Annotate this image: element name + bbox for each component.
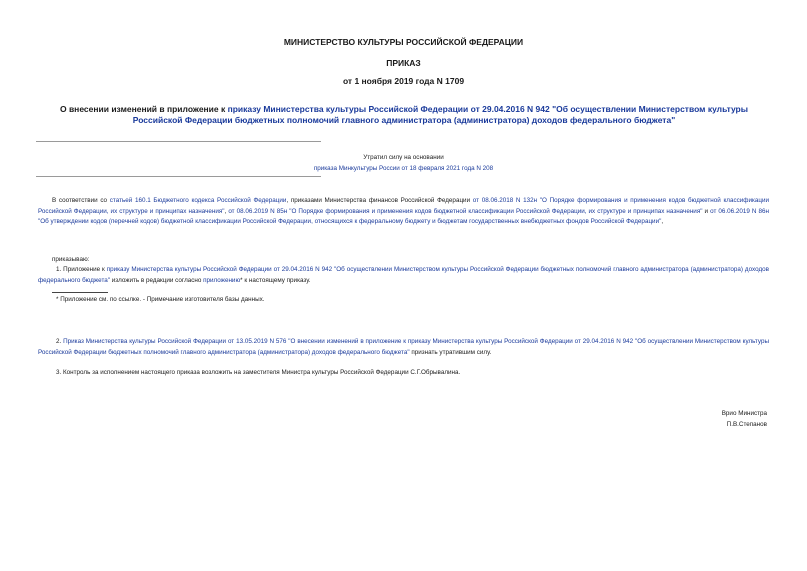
- signature-name: П.В.Степанов: [726, 420, 767, 428]
- footnote: * Приложение см. по ссылке. - Примечание изготовителя базы данных.: [56, 296, 265, 303]
- preamble-text-5: ,: [661, 218, 664, 225]
- footnote-rule: [52, 292, 108, 293]
- link-order-132n[interactable]: от 08.06.2018 N 132н "О Порядке формирования и применения кодов бюджетной классификации Российской Федерации, их структуре и принципах назначения": [38, 197, 770, 215]
- item2-order-link[interactable]: Приказ Министерства культуры Российской Федерации от 13.05.2019 N 576 "О внесении изменений в приложение к приказу Министерства культуры Российской Федерации от 29.04.2016 N 942 "Об осуществлении Министерством культуры Российской Федерации бюджетных полномочий главного администратора (администратора) доходов федерального бюджета": [38, 338, 769, 356]
- title-prefix: О внесении изменений в приложение к: [59, 104, 228, 114]
- item1-appendix-link[interactable]: приложению: [203, 276, 241, 284]
- status-link[interactable]: приказа Минкультуры России от 18 февраля 2021 года N 208: [313, 164, 494, 172]
- item1-order-link[interactable]: приказу Министерства культуры Российской Федерации от 29.04.2016 N 942 "Об осуществлении Министерством культуры Российской Федерации бюджетных полномочий главного администратора (администратора) доходов федерального бюджета": [38, 266, 769, 284]
- order-word: приказываю:: [52, 256, 90, 263]
- doc-type-heading: ПРИКАЗ: [386, 58, 421, 68]
- item2-text-1: 2.: [56, 338, 64, 345]
- link-budget-code[interactable]: статьей 160.1 Бюджетного кодекса Российской Федерации: [109, 197, 287, 204]
- link-order-85n[interactable]: от 08.06.2019 N 85н "О Порядке формирования и применения кодов бюджетной классификации Российской Федерации, их структуре и принципах назначения": [228, 207, 703, 215]
- item2-text-2: признать утратившим силу.: [409, 348, 492, 356]
- item-1: [38, 265, 769, 286]
- signature-position: Врио Министра: [721, 410, 767, 417]
- signature-block: [722, 409, 767, 430]
- preamble-text-3: ,: [224, 207, 229, 215]
- item-2: [38, 337, 769, 358]
- item-3: 3. Контроль за исполнением настоящего приказа возложить на заместителя Министра культуры Российской Федерации С.Г.Обрывалина.: [56, 369, 461, 376]
- date-number-heading: от 1 ноября 2019 года N 1709: [342, 76, 465, 86]
- status-note: [0, 153, 807, 174]
- bottom-rule: [36, 176, 321, 177]
- title-link[interactable]: приказу Министерства культуры Российской Федерации от 29.04.2016 N 942 "Об осуществлении Министерством культуры Российской Федерации бюджетных полномочий главного администратора (администратора) доходов федерального бюджета": [132, 104, 749, 125]
- preamble-paragraph: [38, 196, 769, 228]
- item1-text-3: * к настоящему приказу.: [240, 276, 311, 284]
- preamble-text-1: В соответствии со: [52, 197, 110, 204]
- document-title: [36, 104, 772, 126]
- link-order-86n[interactable]: от 06.06.2019 N 86н "Об утверждении кодов (перечней кодов) бюджетной классификации Российской Федерации, относящихся к федеральному бюджету и бюджетам государственных внебюджетных фондов Российской Федерации": [38, 207, 770, 225]
- item1-text-1: 1. Приложение к: [56, 266, 107, 273]
- status-line: Утратил силу на основании: [363, 154, 444, 161]
- top-rule: [36, 141, 321, 142]
- preamble-text-2: , приказами Министерства финансов Российской Федерации: [286, 197, 473, 204]
- preamble-text-4: и: [702, 207, 711, 215]
- ministry-heading: МИНИСТЕРСТВО КУЛЬТУРЫ РОССИЙСКОЙ ФЕДЕРАЦИИ: [283, 37, 524, 47]
- item1-text-2: изложить в редакции согласно: [110, 276, 204, 284]
